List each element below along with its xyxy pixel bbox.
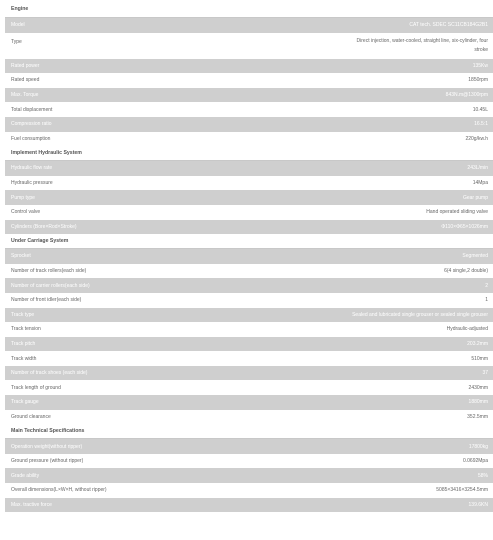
table-row [5,468,493,483]
row-label: Number of carrier rollers(each side) [11,282,90,289]
table-row [5,220,493,235]
table-row [5,366,493,381]
row-value: 220g/kw.h [465,135,488,142]
row-label: Number of track rollers(each side) [11,268,87,275]
table-row [5,454,493,469]
row-label: Compression ratio [11,121,52,128]
section-title: Main Technical Specifications [5,424,493,439]
table-row [5,308,493,323]
table-row [5,161,493,176]
table-row [5,293,493,308]
row-value: 6(4 single,2 double) [444,268,488,275]
row-value: 37 [482,370,488,377]
row-label: Sprocket [11,253,31,260]
row-label: Number of track shoes (each side) [11,370,88,377]
row-label: Max. Torque [11,92,39,99]
row-value: Direct injection, water-cooled, straight line, six-cylinder, four stroke [356,37,488,53]
section-title: Engine [5,0,493,18]
table-row [5,498,493,513]
row-label: Track pitch [11,340,36,347]
row-label: Grade ability [11,472,40,479]
row-value: 2430mm [468,384,488,391]
row-value: 352.5mm [467,413,488,420]
table-row [5,88,493,103]
table-row [5,18,493,33]
row-value: 135Kw [472,62,488,69]
section-title: Under Carriage System [5,234,493,249]
row-label: Track width [11,355,37,362]
row-value: CAT tech. SDEC SC11CB184G2B1 [409,22,488,29]
row-label: Track gauge [11,399,39,406]
row-value: 0.0692Mpa [462,458,488,465]
row-label: Rated speed [11,77,40,84]
table-row [5,395,493,410]
table-row [5,205,493,220]
row-label: Number of front idler(each side) [11,297,82,304]
row-label: Fuel consumption [11,135,51,142]
table-row [5,59,493,74]
row-value: 17800kg [468,443,488,450]
row-label: Hydraulic flow rate [11,165,53,172]
spec-table [5,0,493,512]
row-value: 1850rpm [468,77,488,84]
row-label: Max. tractive force [11,501,52,508]
row-value: Hand operated sliding valve [426,209,488,216]
row-label: Operation weight(without ripper) [11,443,83,450]
row-label: Total displacement [11,106,53,113]
table-row [5,102,493,117]
row-value: 510mm [471,355,488,362]
table-row [5,117,493,132]
row-value: 16.5:1 [474,121,488,128]
table-row [5,73,493,88]
row-value: Φ110×Φ65×1026mm [441,223,488,230]
table-row [5,132,493,147]
row-label: Pump type [11,194,35,201]
row-value: 1 [485,297,488,304]
row-label: Cylinders (Bore×Rod×Stroke) [11,223,77,230]
row-value: Segmented [462,253,488,260]
row-label: Track type [11,311,35,318]
table-row [5,483,493,498]
row-value: Hydraulic-adjusted [446,326,488,333]
row-value: 5085×3416×3254.5mm [436,487,488,494]
row-value: 843N.m@1300rpm [445,92,488,99]
table-row [5,278,493,293]
table-row [5,337,493,352]
table-row [5,190,493,205]
row-value: 203.2mm [467,340,488,347]
table-row [5,176,493,191]
table-row [5,410,493,425]
row-label: Track tension [11,326,41,333]
row-value: 1880mm [468,399,488,406]
row-label: Ground pressure (without ripper) [11,458,84,465]
table-row [5,33,493,59]
row-label: Overall dimensions(L×W×H, without ripper) [11,487,107,494]
table-row [5,264,493,279]
row-value: 10.45L [472,106,488,113]
row-label: Model [11,22,25,29]
row-value: 14Mpa [472,180,488,187]
row-value: Gear pump [462,194,488,201]
row-label: Control valve [11,209,41,216]
table-row [5,322,493,337]
table-row [5,380,493,395]
table-row [5,351,493,366]
section-title: Implement Hydraulic System [5,146,493,161]
row-label: Rated power [11,62,40,69]
row-label: Type [11,38,22,45]
row-value: 139.6KN [468,501,488,508]
row-value: Sealed and lubricated single grouser or sealed single grouser [352,311,488,318]
table-row [5,439,493,454]
row-value: 58% [477,472,488,479]
row-value: 2 [485,282,488,289]
row-label: Track length of ground [11,384,61,391]
row-label: Hydraulic pressure [11,180,53,187]
row-value: 243L/min [467,165,488,172]
table-row [5,249,493,264]
row-label: Ground clearance [11,413,51,420]
